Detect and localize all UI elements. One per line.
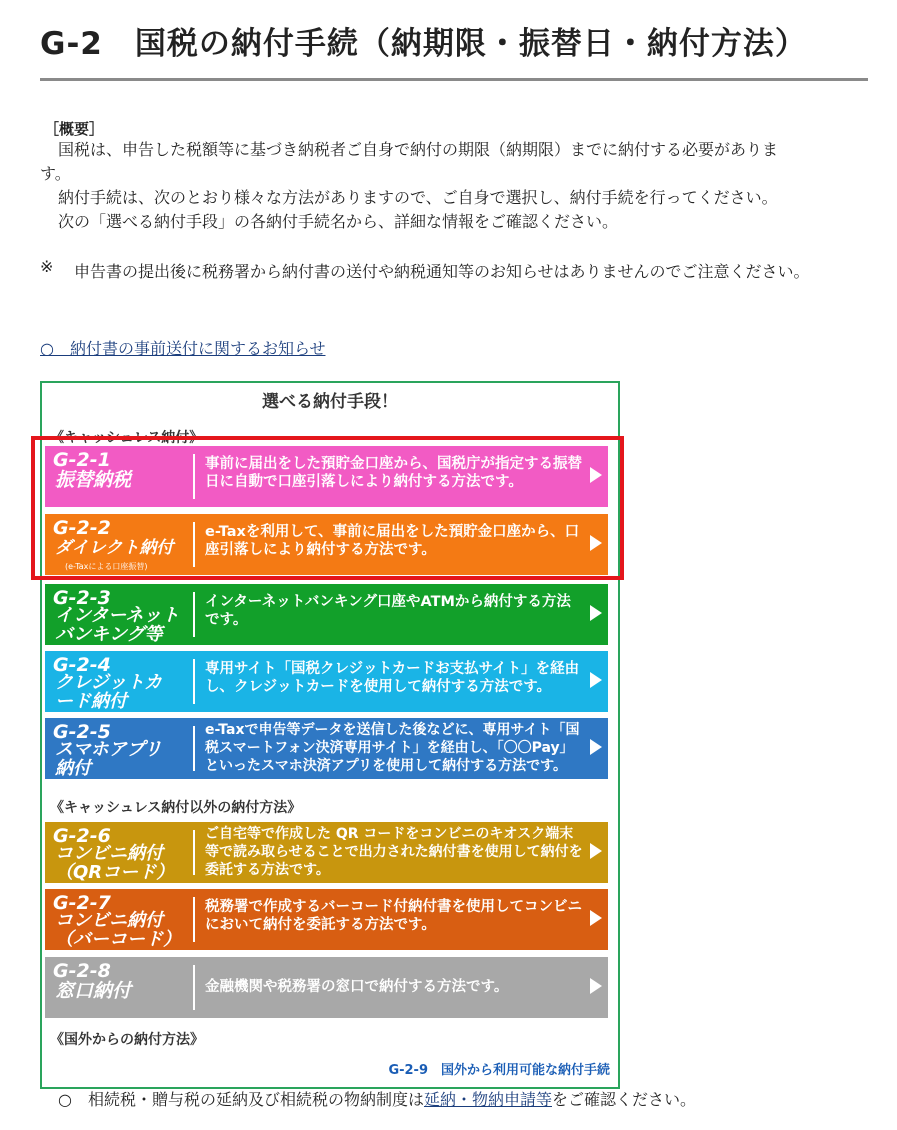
item-separator [193,897,195,942]
item-code: G-2-4 [53,654,111,676]
item-description: e-Taxで申告等データを送信した後などに、専用サイト「国税スマートフォン決済専用サイト」を経由し、「〇〇Pay」といったスマホ決済アプリを使用して納付する方法です。 [205,722,580,774]
item-code: G-2-1 [53,449,111,471]
item-code: G-2-3 [53,587,111,609]
arrow-right-icon [590,672,602,688]
bottom-note [58,1087,696,1110]
item-description: 税務署で作成するバーコード付納付書を使用してコンビニにおいて納付を委託する方法です。 [205,899,582,933]
item-name: クレジットカード納付 [55,672,163,712]
deferred-payment-link[interactable]: 延納・物納申請等 [423,1090,552,1109]
item-name: 振替納税 [55,469,132,491]
payment-item-g-2-3[interactable] [45,584,608,645]
prior-notice-link[interactable]: ○ 納付書の事前送付に関するお知らせ [40,339,326,358]
item-name: 窓口納付 [55,980,132,1002]
page-title: G-2 国税の納付手続（納期限・振替日・納付方法） [40,26,807,62]
arrow-right-icon [590,535,602,551]
panel-title: 選べる納付手段！ [262,392,398,412]
arrow-right-icon [590,739,602,755]
item-name: コンビニ納付（QRコード） [55,843,175,883]
summary-heading: ［概要］ [44,120,105,138]
item-code: G-2-6 [53,825,111,847]
arrow-right-icon [590,910,602,926]
payment-item-g-2-5[interactable] [45,718,608,779]
item-description: ご自宅等で作成した QR コードをコンビニのキオスク端末等で読み取らせることで出力された納付書を使用して納付を委託する方法です。 [205,826,583,878]
arrow-right-icon [590,605,602,621]
item-code: G-2-5 [53,721,111,743]
title-divider [40,78,868,81]
payment-methods-panel [40,381,620,1089]
summary-paragraph-2: 納付手続は、次のとおり様々な方法がありますので、ご自身で選択し、納付手続を行ってください。 [58,188,778,207]
item-description: 事前に届出をした預貯金口座から、国税庁が指定する振替日に自動で口座引落しにより納付する方法です。 [205,456,582,490]
payment-item-g-2-6[interactable] [45,822,608,883]
item-code: G-2-2 [53,517,111,539]
item-name: ダイレクト納付 [55,538,174,558]
item-description: e-Taxを利用して、事前に届出をした預貯金口座から、口座引落しにより納付する方法です。 [205,524,580,558]
summary-paragraph-3: 次の「選べる納付手段」の各納付手続名から、詳細な情報をご確認ください。 [58,212,619,231]
arrow-right-icon [590,467,602,483]
item-separator [193,830,195,875]
payment-item-g-2-1[interactable] [45,446,608,507]
section-non-cashless: 《キャッシュレス納付以外の納付方法》 [50,800,302,816]
arrow-right-icon [590,978,602,994]
payment-item-g-2-8[interactable] [45,957,608,1018]
summary-paragraph-1: 国税は、申告した税額等に基づき納税者ご自身で納付の期限（納期限）までに納付する必要がありま [58,140,779,159]
item-code: G-2-7 [53,892,111,914]
item-separator [193,726,195,771]
item-name: コンビニ納付（バーコード） [55,910,181,950]
summary-paragraph-1-cont: す。 [40,164,71,183]
item-name: スマホアプリ納付 [55,739,162,779]
item-separator [193,454,195,499]
payment-item-g-2-4[interactable] [45,651,608,712]
item-subtext: (e-Taxによる口座振替) [65,562,148,571]
payment-item-g-2-2[interactable] [45,514,608,575]
section-cashless: 《キャッシュレス納付》 [50,430,204,446]
note-mark: ※ [40,257,54,276]
item-description: インターネットバンキング口座やATMから納付する方法です。 [205,594,571,628]
bottom-note-prefix: ○ 相続税・贈与税の延納及び相続税の物納制度は [58,1090,424,1109]
note-text: 申告書の提出後に税務署から納付書の送付や納税通知等のお知らせはありませんのでご注意ください。 [74,262,810,281]
item-separator [193,522,195,567]
payment-item-g-2-7[interactable] [45,889,608,950]
item-description: 専用サイト「国税クレジットカードお支払サイト」を経由し、クレジットカードを使用して納付する方法です。 [205,661,580,695]
bottom-note-suffix: をご確認ください。 [551,1090,696,1109]
arrow-right-icon [590,843,602,859]
item-separator [193,659,195,704]
item-name: インターネットバンキング等 [55,605,180,645]
overseas-payment-link[interactable]: G-2-9 国外から利用可能な納付手続 [388,1063,610,1078]
item-description: 金融機関や税務署の窓口で納付する方法です。 [205,979,509,995]
item-code: G-2-8 [53,960,111,982]
section-overseas: 《国外からの納付方法》 [50,1032,204,1048]
item-separator [193,592,195,637]
item-separator [193,965,195,1010]
